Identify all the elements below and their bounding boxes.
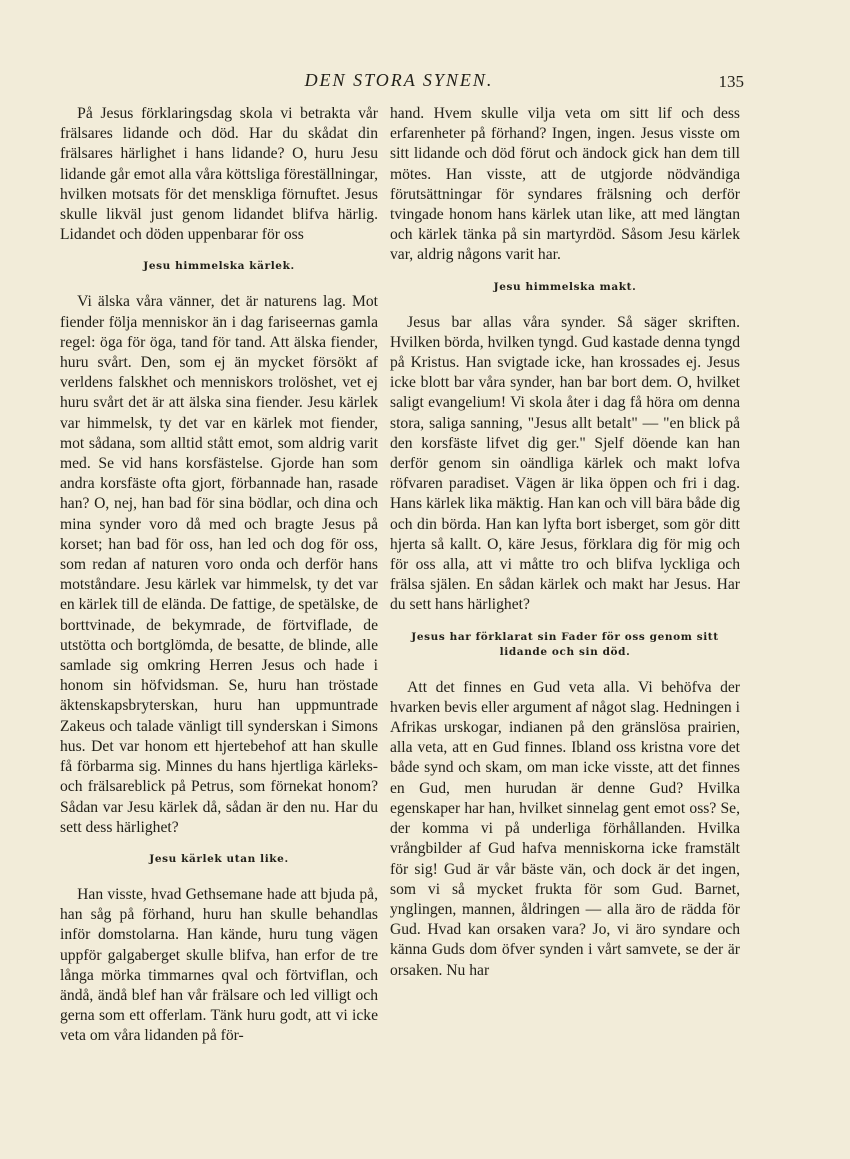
page-number: 135 (718, 72, 744, 91)
section-heading: Jesu kärlek utan like. (149, 852, 289, 865)
section-heading: Jesu himmelska kärlek. (143, 260, 295, 273)
paragraph: Vi älska våra vänner, det är naturens lag. Mot fiender följa menniskor än i dag fariseernas gamla regel: öga för öga, tand för tand. Att älska fiender, huru svårt. Den, som ej än mycket försökt af verldens falskhet och menniskors trolöshet, vet ej huru svårt det är att älska sina fiender. Jesu kärlek var himmelsk, ty det var en kärlek mot fiender, mot sådana, som alltid stått emot, som aldrig varit med. Se vid hans korsfästelse. Gjorde han som andra korsfäste ofta gjort, förbannade han, rasade han? O, nej, han bad för sina bödlar, och dina och mina synder voro då med och bragte Jesus på korset; han bad för oss, han led och dog för oss, som redan af naturen voro onda och derför hans motståndare. Jesu kärlek var himmelsk, ty det var en kärlek till de elända. De fattige, de spetälske, de borttvinade, de bekymrade, de förtviflade, de utstötta och bortglömda, de besatte, de blinde, alle samlade sig omkring Herren Jesus och hade i honom sin höfvidsman. Se, huru han tröstade äktenskapsbryterskan, huru han uppmuntrade Zakeus och talade vänligt till synderskan i Simons hus. Det var honom ett hjertebehof att han skulle få förbarma sig. Minnes du hans hjertliga kärleks- och frälsareblick på Petrus, som förnekat honom? Sådan var Jesu kärlek då, sådan är den nu. Har du sett dess härlighet? (60, 293, 378, 836)
paragraph: Att det finnes en Gud veta alla. Vi behöfva der hvarken bevis eller argument af något slag. Hedningen i Afrikas urskogar, indianen på den gränslösa prairien, alla veta, att en Gud finnes. Ibland oss kristna vore det både synd och skam, om man icke visste, att det finnes en Gud, men hurudan är denne Gud? Hvilka egenskaper har han, hvilket sinnelag gent emot oss? Se, der komma vi på underliga förhållanden. Hvilka vrångbilder af Gud hafva menniskorna icke framstält för sig! Gud är vår bäste vän, och dock är det ingen, som vi så mycket frukta för som Gud. Barnet, ynglingen, mannen, åldringen — alla äro de rädda för Gud. Hvad kan orsaken vara? Jo, vi äro syndare och känna Guds dom öfver synden i vårt samvete, se der är orsaken. Nu har (390, 678, 740, 979)
paragraph: Jesus bar allas våra synder. Så säger skriften. Hvilken börda, hvilken tyngd. Gud kastade denna tyngd på Kristus. Han svigtade icke, han krossades ej. Jesus icke blott bar våra synder, han bar bort dem. O, hvilket saligt evangelium! Vi skola åter i dag få höra om denna stora, saliga sanning, "Jesus allt betalt" — "en blick på den korsfäste lifvet dig ger." Sjelf döende kan han derför genom sin oändliga kärlek och makt lofva röfvaren paradiset. Vägen är lika öppen och fri i dag. Hans kärlek lika mäktig. Han kan och vill bära både dig och din börda. Han kan lyfta bort isberget, som gör ditt hjerta så kallt. O, käre Jesus, förklara dig för mig och för oss alla, att vi måtte tro och blifva lyckliga och frälsa själen. En sådan kärlek och makt har Jesus. Har du sett hans härlighet? (390, 313, 740, 614)
paragraph: hand. Hvem skulle vilja veta om sitt lif och dess erfarenheter på förhand? Ingen, ingen. Jesus visste om sitt lidande och död förut och ändock gick han dem till mötes. Han visste, att de utgjorde nödvändiga förutsättningar för syndares frälsning och derför tvingade honom hans kärlek utan like, att med längtan och kärlek tänka på sin martyrdöd. Såsom Jesu kärlek var, aldrig någons varit har. (390, 105, 740, 264)
section-heading: Jesu himmelska makt. (493, 280, 637, 293)
left-column (60, 104, 378, 1047)
page-header (54, 70, 744, 94)
paragraph: På Jesus förklaringsdag skola vi betrakta vår frälsares lidande och död. Har du skådat din frälsares härlighet i hans lidande? O, huru Jesu lidande går emot alla våra köttsliga föreställningar, hvilken motsats för det menskliga förnuftet. Jesus skulle likväl just genom lidandet blifva härlig. Lidandet och döden uppenbarar för oss (60, 105, 378, 244)
right-column (390, 104, 740, 981)
running-head: DEN STORA SYNEN. (304, 70, 494, 90)
paragraph: Han visste, hvad Gethsemane hade att bjuda på, han såg på förhand, huru han skulle behandlas inför domstolarna. Han kände, huru tung vägen uppför galgaberget skulle blifva, han erfor de tre långa mörka timmarnes qval och förtviflan, och ändå, ändå blef han vår frälsare och led villigt och gerna som ett offerlam. Tänk huru godt, att vi icke veta om våra lidanden på för- (60, 885, 378, 1045)
section-heading: Jesus har förklarat sin Fader för oss genom sitt lidande och sin död. (411, 630, 719, 658)
